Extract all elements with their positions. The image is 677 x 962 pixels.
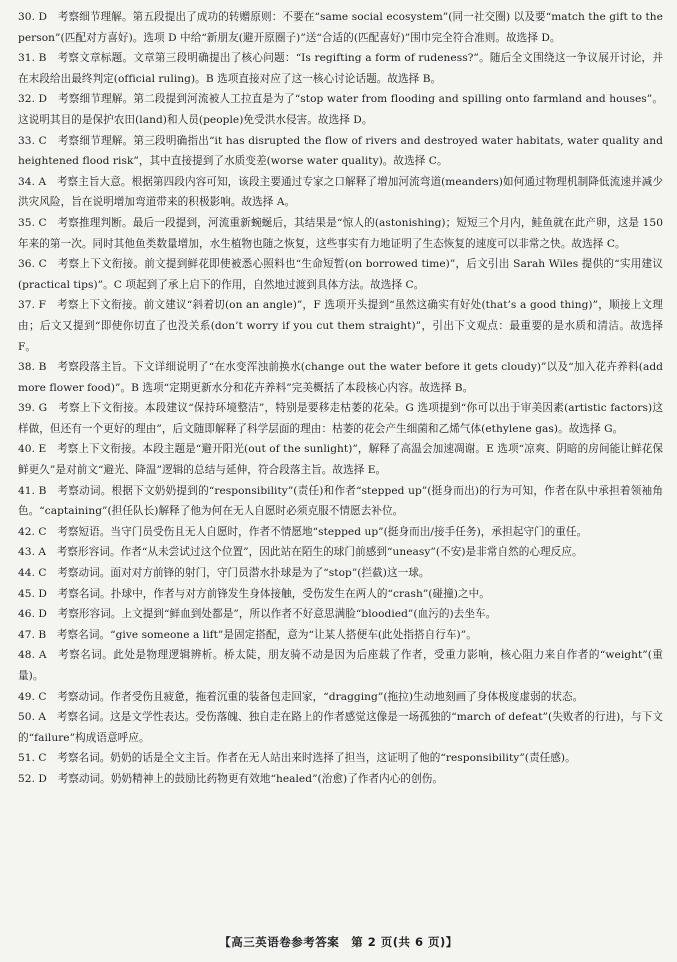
answer-explanations: [18, 7, 663, 790]
answer-46: 46. D 考察形容词。上文提到“鲜血到处都是”，所以作者不好意思满脸“bloodied”(血污的)去坐车。: [18, 608, 497, 621]
page-footer: 【高三英语卷参考答案 第 2 页(共 6 页)】: [219, 935, 458, 949]
answer-34: 34. A 考察主旨大意。根据第四段内容可知，该段主要通过专家之口解释了增加河流弯道(meanders)如何通过物理机制降低流速并减少洪灾风险，旨在说明增加弯道带来的积极影响。故选择 A。: [18, 175, 663, 209]
answer-45: 45. D 考察名词。扑球中，作者与对方前锋发生身体接触，受伤发生在两人的“crash”(碰撞)之中。: [18, 587, 490, 600]
answer-35: 35. C 考察推理判断。最后一段提到，河流重新蜿蜒后，其结果是“惊人的(astonishing)；短短三个月内，鲑鱼就在此产卵，这是 150 年来的第一次。同时其他鱼类数量增加，水生植物也随之恢复，这些事实有力地证明了生态恢复的速度可以非常之快。故选择 C。: [18, 216, 663, 250]
answer-52: 52. D 考察动词。奶奶精神上的鼓励比药物更有效地“healed”(治愈)了作者内心的创伤。: [18, 772, 443, 785]
answer-51: 51. C 考察名词。奶奶的话是全文主旨。作者在无人站出来时选择了担当，这证明了他的“responsibility”(责任感)。: [18, 752, 576, 765]
answer-36: 36. C 考察上下文衔接。前文提到鲜花即使被悉心照料也“生命短暂(on borrowed time)”，后文引出 Sarah Wiles 提供的“实用建议(practical tips)”。C 项起到了承上启下的作用，自然地过渡到具体方法。故选择 C。: [18, 258, 663, 291]
answer-32: 32. D 考察细节理解。第二段提到河流被人工拉直是为了“stop water from flooding and spilling onto farmland and houses”。这说明其目的是保护农田(land)和人员(people)免受洪水侵害。故选择 D。: [18, 93, 663, 126]
answer-40: 40. E 考察上下文衔接。本段主题是“避开阳光(out of the sunlight)”，解释了高温会加速凋谢。E 选项“凉爽、阴暗的房间能让鲜花保鲜更久”是对前文“避光、降温”逻辑的总结与延伸，符合段落主旨。故选择 E。: [18, 443, 663, 477]
answer-38: 38. B 考察段落主旨。下文详细说明了“在水变浑浊前换水(change out the water before it gets cloudy)”以及“加入花卉养料(add more flower food)”。B 选项“定期更新水分和花卉养料”完美概括了本段核心内容。故选择 B。: [18, 361, 663, 394]
answer-41: 41. B 考察动词。根据下文奶奶提到的“responsibility”(责任)和作者“stepped up”(挺身而出)的行为可知，作者在队中承担着领袖角色。“captaining”(担任队长)解释了他为何在无人自愿时必须克服不情愿去补位。: [18, 484, 663, 518]
answer-37: 37. F 考察上下文衔接。前文建议“斜着切(on an angle)”，F 选项开头提到“虽然这确实有好处(that’s a good thing)”，顺接上文理由；后文又提到“即使你切直了也没关系(don’t worry if you cut them straight)”，引出下文观点：最重要的是水质和清洁。故选择 F。: [18, 299, 663, 353]
answer-44: 44. C 考察动词。面对对方前锋的射门，守门员潜水扑球是为了“stop”(拦截)这一球。: [18, 567, 430, 580]
answer-33: 33. C 考察细节理解。第三段明确指出“it has disrupted the flow of rivers and destroyed water habitats, water quality and heightened flood risk”，其中直接提到了水质变差(worse water quality)。故选择 C。: [18, 134, 663, 168]
answer-48: 48. A 考察名词。此处是物理逻辑辨析。桥太陡，朋友骑不动是因为后座载了作者，受重力影响，核心阻力来自作者的“weight”(重量)。: [18, 649, 663, 682]
answer-47: 47. B 考察名词。“give someone a lift”是固定搭配，意为“让某人搭便车(此处指搭自行车)”。: [18, 628, 477, 641]
answer-49: 49. C 考察动词。作者受伤且疲惫，拖着沉重的装备包走回家，“dragging”(拖拉)生动地刻画了身体极度虚弱的状态。: [18, 690, 584, 703]
answer-39: 39. G 考察上下文衔接。本段建议“保持环境整洁”，特别是要移走枯萎的花朵。G 选项提到“你可以出于审美因素(artistic factors)这样做，但还有一个更好的理由”，后文随即解释了科学层面的理由：枯萎的花会产生细菌和乙烯气体(ethylene gas)。故选择 G。: [18, 402, 663, 435]
answer-31: 31. B 考察文章标题。文章第三段明确提出了核心问题：“Is regifting a form of rudeness?”。随后全文围绕这一争议展开讨论，并在末段给出最终判定(official ruling)。B 选项直接对应了这一核心讨论话题。故选择 B。: [18, 52, 663, 85]
answer-50: 50. A 考察名词。这是文学性表达。受伤落魄、独自走在路上的作者感觉这像是一场孤独的“march of defeat”(失败者的行进)，与下文的“failure”构成语意呼应。: [18, 711, 663, 744]
answer-30: 30. D 考察细节理解。第五段提出了成功的转赠原则：不要在“same social ecosystem”(同一社交圈) 以及要“match the gift to the person”(匹配对方喜好)。选项 D 中给“新朋友(避开原圈子)”送“合适的(匹配喜好)”围巾完全符合准则。故选择 D。: [18, 11, 663, 44]
answer-43: 43. A 考察形容词。作者“从未尝试过这个位置”，因此站在陌生的球门前感到“uneasy”(不安)是非常自然的心理反应。: [18, 546, 583, 559]
answer-42: 42. C 考察短语。当守门员受伤且无人自愿时，作者不情愿地“stepped up”(挺身而出/接手任务)，承担起守门的重任。: [18, 525, 588, 538]
